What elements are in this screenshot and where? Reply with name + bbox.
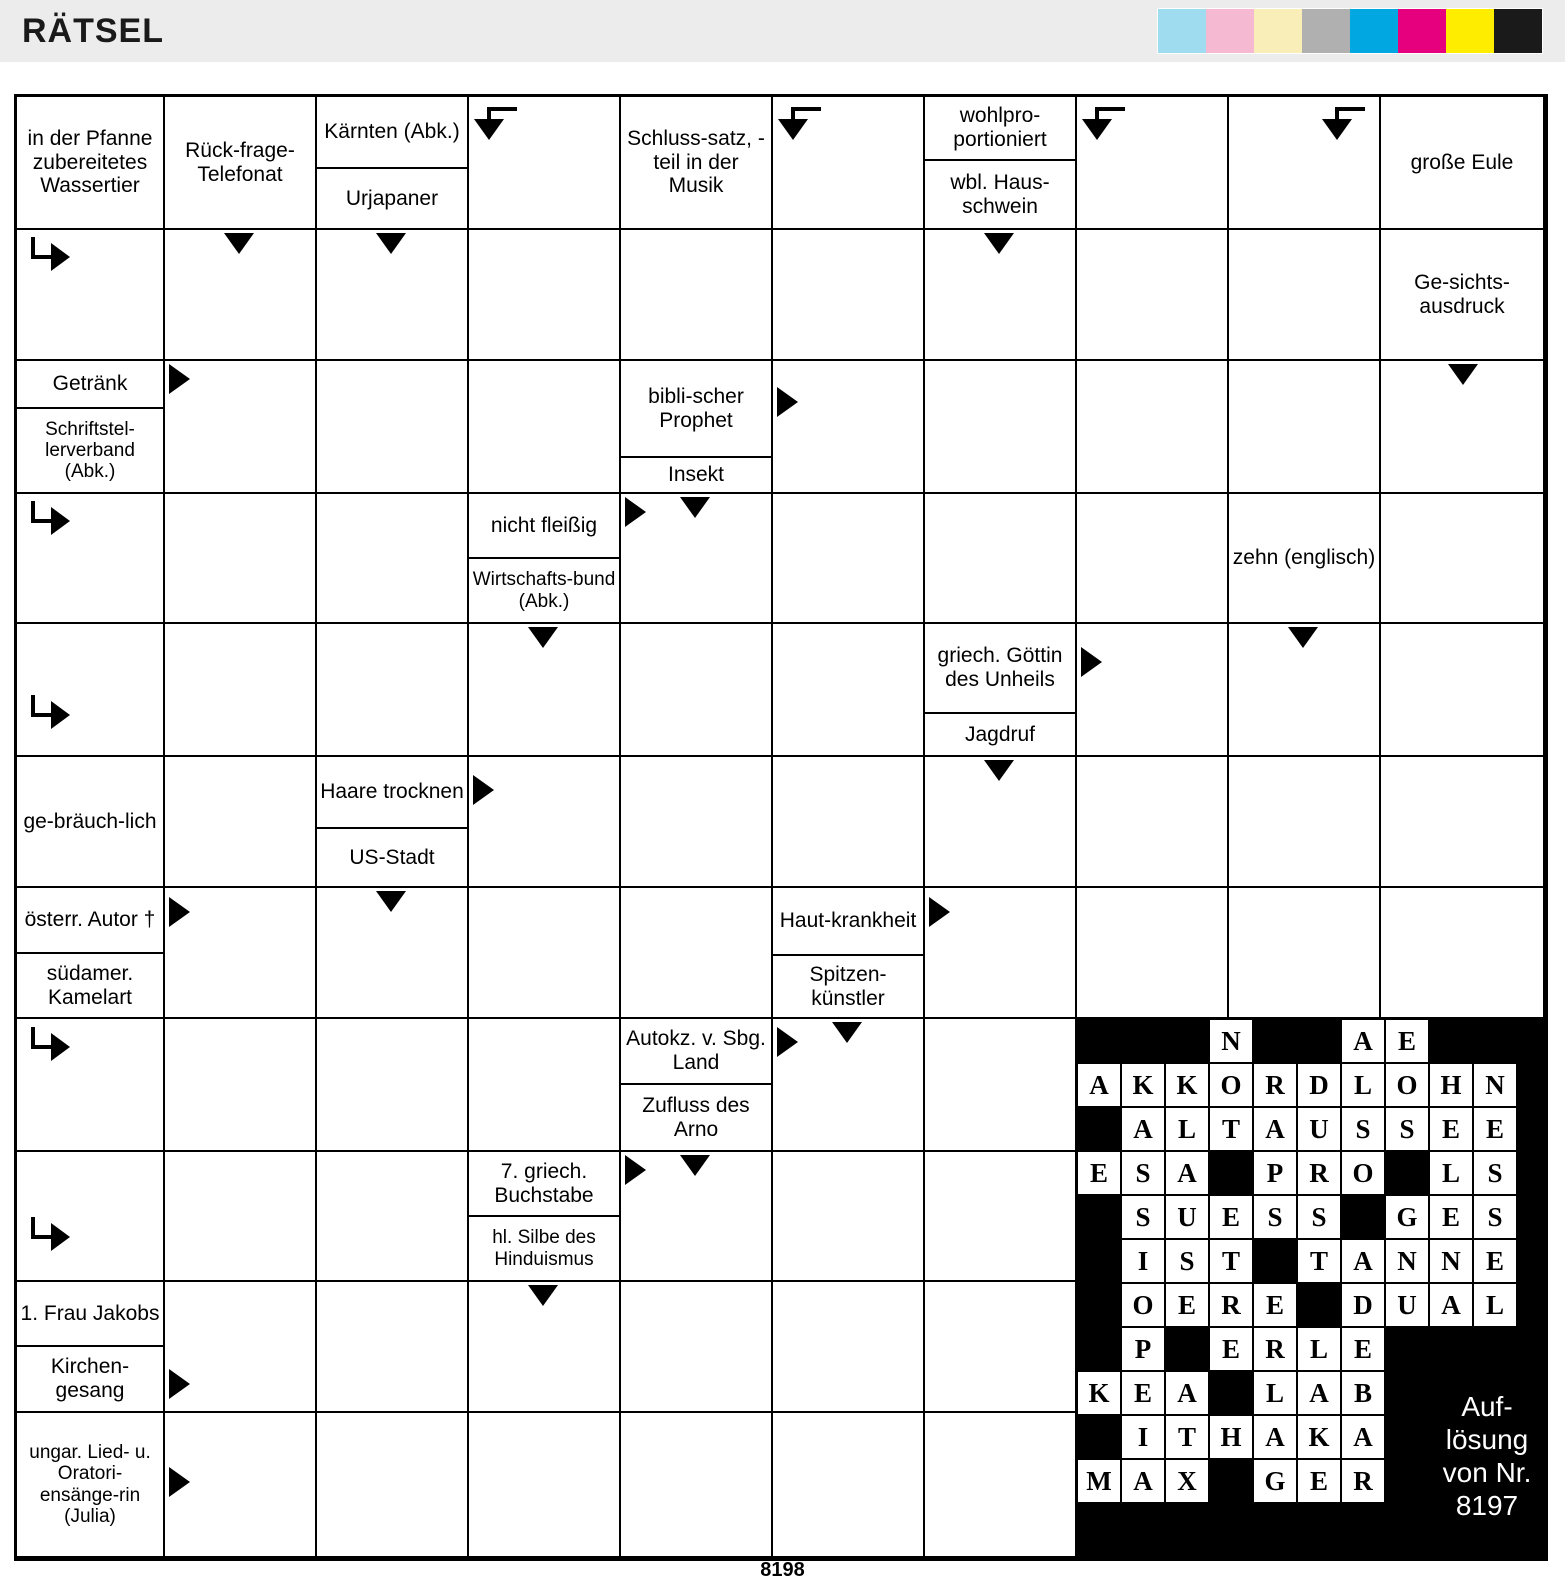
arrow-down-icon [1288,627,1318,648]
letter-cell[interactable] [925,1019,1077,1152]
color-swatch [1350,9,1398,53]
arrow-right-icon [169,1467,190,1497]
letter-cell[interactable] [621,1282,773,1413]
solution-cell: T [1165,1415,1209,1459]
letter-cell[interactable] [773,757,925,888]
solution-cell: L [1253,1371,1297,1415]
letter-cell[interactable] [621,757,773,888]
clue-cell: Schriftstel-lerverband (Abk.) [17,409,165,494]
solution-cell: S [1253,1195,1297,1239]
clue-cell: nicht fleißig [469,494,621,559]
solution-cell: K [1077,1371,1121,1415]
color-swatch [1206,9,1254,53]
clue-cell: Schluss-satz, -teil in der Musik [621,97,773,230]
letter-cell[interactable] [1077,624,1229,757]
letter-cell[interactable] [1381,494,1545,624]
solution-cell: A [1341,1239,1385,1283]
arrow-right-icon [31,501,71,535]
solution-cell [1253,1019,1297,1063]
letter-cell[interactable] [925,361,1077,494]
solution-cell [1385,1459,1429,1503]
color-swatch [1302,9,1350,53]
solution-cell: S [1121,1151,1165,1195]
solution-cell [1077,1019,1121,1063]
arrow-down-icon [1335,107,1369,145]
letter-cell[interactable] [1229,757,1381,888]
solution-cell: S [1165,1239,1209,1283]
clue-cell: zehn (englisch) [1229,494,1381,624]
clue-cell: wbl. Haus-schwein [925,161,1077,230]
solution-cell: N [1473,1063,1517,1107]
solution-caption [1429,1371,1545,1541]
letter-cell[interactable] [165,494,317,624]
solution-cell [1077,1195,1121,1239]
solution-caption-line: von Nr. [1442,1457,1532,1488]
solution-cell [1297,1019,1341,1063]
solution-cell: G [1253,1459,1297,1503]
letter-cell[interactable] [773,1152,925,1282]
solution-cell: S [1385,1107,1429,1151]
arrow-right-icon [169,897,190,927]
solution-cell: L [1297,1327,1341,1371]
letter-cell[interactable] [165,757,317,888]
solution-cell: T [1297,1239,1341,1283]
solution-cell: E [1165,1283,1209,1327]
clue-cell: Zufluss des Arno [621,1085,773,1152]
solution-cell: T [1209,1239,1253,1283]
arrow-right-icon [31,237,71,271]
arrow-down-icon [984,233,1014,254]
clue-cell: Urjapaner [317,169,469,230]
solution-cell: E [1209,1195,1253,1239]
solution-cell: L [1341,1063,1385,1107]
solution-cell: U [1165,1195,1209,1239]
solution-cell: O [1121,1283,1165,1327]
letter-cell[interactable] [1077,361,1229,494]
arrow-down-icon [791,107,825,145]
solution-cell: N [1429,1239,1473,1283]
color-swatch [1158,9,1206,53]
solution-cell: A [1253,1415,1297,1459]
solution-cell: A [1297,1371,1341,1415]
letter-cell[interactable] [1229,230,1381,361]
solution-cell: P [1253,1151,1297,1195]
solution-cell [1077,1239,1121,1283]
solution-cell: X [1165,1459,1209,1503]
solution-cell: D [1341,1283,1385,1327]
solution-cell [1077,1327,1121,1371]
print-color-bar [1157,8,1543,54]
clue-cell: Haare trocknen [317,757,469,829]
color-swatch [1494,9,1542,53]
solution-cell: S [1473,1195,1517,1239]
solution-cell: N [1209,1019,1253,1063]
letter-cell[interactable] [773,1282,925,1413]
arrow-down-icon [224,233,254,254]
solution-cell: R [1341,1459,1385,1503]
solution-cell: S [1473,1151,1517,1195]
clue-cell: Jagdruf [925,714,1077,757]
solution-cell: R [1253,1063,1297,1107]
arrow-right-icon [777,387,798,417]
letter-cell[interactable] [1077,494,1229,624]
letter-cell[interactable] [925,1152,1077,1282]
solution-caption-line: Auf- [1461,1390,1513,1422]
clue-cell: 1. Frau Jakobs [17,1282,165,1347]
arrow-down-icon [832,1022,862,1043]
clue-cell: große Eule [1381,97,1545,230]
letter-cell[interactable] [1381,888,1545,1019]
arrow-down-icon [1448,364,1478,385]
solution-cell: E [1385,1019,1429,1063]
solution-cell: B [1341,1371,1385,1415]
solution-cell: E [1429,1195,1473,1239]
solution-cell: E [1429,1107,1473,1151]
solution-cell: O [1341,1151,1385,1195]
solution-cell: K [1297,1415,1341,1459]
solution-cell: A [1253,1107,1297,1151]
solution-cell [1253,1239,1297,1283]
letter-cell[interactable] [925,1282,1077,1413]
solution-cell: S [1297,1195,1341,1239]
solution-cell: T [1209,1107,1253,1151]
letter-cell[interactable] [165,624,317,757]
clue-cell: bibli-scher Prophet [621,361,773,458]
solution-cell: E [1121,1371,1165,1415]
letter-cell[interactable] [773,1413,925,1558]
solution-cell: R [1253,1327,1297,1371]
clue-cell: Autokz. v. Sbg. Land [621,1019,773,1085]
letter-cell[interactable] [165,1019,317,1152]
solution-cell: E [1341,1327,1385,1371]
solution-cell: D [1297,1063,1341,1107]
arrow-right-icon [625,497,646,527]
solution-cell [1121,1019,1165,1063]
solution-cell [1165,1019,1209,1063]
clue-cell: in der Pfanne zubereitetes Wassertier [17,97,165,230]
letter-cell[interactable] [469,1019,621,1152]
arrow-down-icon [528,627,558,648]
solution-cell: I [1121,1415,1165,1459]
clue-cell: Spitzen-künstler [773,956,925,1019]
solution-cell: L [1429,1151,1473,1195]
arrow-down-icon [376,233,406,254]
arrow-down-icon [680,497,710,518]
arrow-right-icon [31,1217,71,1251]
solution-cell: I [1121,1239,1165,1283]
arrow-right-icon [31,1027,71,1061]
clue-cell: griech. Göttin des Unheils [925,624,1077,714]
clue-cell: hl. Silbe des Hinduismus [469,1217,621,1282]
solution-cell [1077,1107,1121,1151]
arrow-right-icon [777,1027,798,1057]
letter-cell[interactable] [1229,888,1381,1019]
solution-cell: R [1297,1151,1341,1195]
letter-cell[interactable] [1077,757,1229,888]
solution-cell: A [1341,1415,1385,1459]
letter-cell[interactable] [925,1413,1077,1558]
letter-cell[interactable] [165,1152,317,1282]
clue-cell: Haut-krankheit [773,888,925,956]
letter-cell[interactable] [469,230,621,361]
letter-cell[interactable] [621,230,773,361]
solution-cell [1385,1371,1429,1415]
solution-cell [1385,1151,1429,1195]
letter-cell[interactable] [317,1152,469,1282]
solution-block [1077,1019,1545,1558]
letter-cell[interactable] [317,1413,469,1558]
arrow-down-icon [680,1155,710,1176]
solution-cell: L [1473,1283,1517,1327]
arrow-down-icon [487,107,521,145]
solution-cell: A [1121,1459,1165,1503]
solution-cell: E [1297,1459,1341,1503]
solution-cell [1385,1327,1429,1371]
letter-cell[interactable] [317,361,469,494]
solution-cell [1077,1415,1121,1459]
solution-cell [1077,1283,1121,1327]
clue-cell: Wirtschafts-bund (Abk.) [469,559,621,624]
letter-cell[interactable] [469,1413,621,1558]
solution-cell: U [1297,1107,1341,1151]
solution-cell: E [1473,1107,1517,1151]
arrow-right-icon [625,1155,646,1185]
clue-cell: Kirchen-gesang [17,1347,165,1413]
solution-cell: S [1121,1195,1165,1239]
solution-cell: O [1385,1063,1429,1107]
arrow-right-icon [1081,647,1102,677]
solution-cell: R [1209,1283,1253,1327]
solution-cell [1385,1415,1429,1459]
page-title: RÄTSEL [22,12,164,50]
color-swatch [1398,9,1446,53]
solution-cell: O [1209,1063,1253,1107]
arrow-down-icon [1095,107,1129,145]
issue-number: 8198 [760,1559,805,1581]
solution-cell: U [1385,1283,1429,1327]
solution-cell [1473,1019,1517,1063]
solution-cell: A [1077,1063,1121,1107]
solution-cell: A [1121,1107,1165,1151]
solution-cell: H [1429,1063,1473,1107]
solution-cell: A [1165,1371,1209,1415]
arrow-right-icon [169,1369,190,1399]
clue-cell: 7. griech. Buchstabe [469,1152,621,1217]
solution-cell: P [1121,1327,1165,1371]
page-header [0,0,1565,62]
solution-cell: H [1209,1415,1253,1459]
crossword-grid[interactable] [14,94,1548,1561]
letter-cell[interactable] [317,494,469,624]
clue-cell: ge-bräuch-lich [17,757,165,888]
arrow-down-icon [528,1285,558,1306]
arrow-down-icon [376,891,406,912]
solution-cell: S [1341,1107,1385,1151]
solution-cell: E [1209,1327,1253,1371]
clue-cell: Kärnten (Abk.) [317,97,469,169]
solution-cell: N [1385,1239,1429,1283]
solution-caption-line: lösung [1445,1423,1529,1455]
solution-cell [1297,1283,1341,1327]
letter-cell[interactable] [773,230,925,361]
clue-cell: Insekt [621,458,773,494]
solution-cell [1209,1371,1253,1415]
clue-cell: US-Stadt [317,829,469,888]
arrow-right-icon [929,897,950,927]
letter-cell[interactable] [469,361,621,494]
solution-cell: E [1473,1239,1517,1283]
arrow-down-icon [984,760,1014,781]
solution-cell [1429,1019,1473,1063]
solution-cell: L [1165,1107,1209,1151]
letter-cell[interactable] [17,624,165,757]
solution-caption-line: 8197 [1455,1490,1519,1522]
clue-cell: Getränk [17,361,165,409]
solution-cell [1209,1151,1253,1195]
solution-cell: E [1077,1151,1121,1195]
arrow-right-icon [169,364,190,394]
clue-cell: südamer. Kamelart [17,954,165,1019]
letter-cell[interactable] [621,624,773,757]
arrow-right-icon [473,775,494,805]
solution-cell [1209,1459,1253,1503]
solution-cell: A [1341,1019,1385,1063]
letter-cell[interactable] [621,1413,773,1558]
clue-cell: österr. Autor † [17,888,165,954]
color-swatch [1446,9,1494,53]
solution-cell [1165,1327,1209,1371]
letter-cell[interactable] [317,1019,469,1152]
solution-cell: K [1121,1063,1165,1107]
clue-cell: ungar. Lied- u. Oratori-ensänge-rin (Julia) [17,1413,165,1558]
solution-cell: E [1253,1283,1297,1327]
letter-cell[interactable] [1229,361,1381,494]
letter-cell[interactable] [773,361,925,494]
clue-cell: wohlpro-portioniert [925,97,1077,161]
arrow-right-icon [31,695,71,729]
letter-cell[interactable] [773,624,925,757]
clue-cell: Rück-frage-Telefonat [165,97,317,230]
color-swatch [1254,9,1302,53]
letter-cell[interactable] [1077,230,1229,361]
solution-cell: M [1077,1459,1121,1503]
letter-cell[interactable] [925,494,1077,624]
solution-cell: A [1429,1283,1473,1327]
letter-cell[interactable] [773,494,925,624]
letter-cell[interactable] [1077,888,1229,1019]
solution-cell [1341,1195,1385,1239]
clue-cell: Ge-sichts-ausdruck [1381,230,1545,361]
letter-cell[interactable] [1381,757,1545,888]
letter-cell[interactable] [317,624,469,757]
solution-cell: A [1165,1151,1209,1195]
letter-cell[interactable] [621,888,773,1019]
letter-cell[interactable] [469,888,621,1019]
solution-cell: K [1165,1063,1209,1107]
letter-cell[interactable] [1381,624,1545,757]
letter-cell[interactable] [317,1282,469,1413]
solution-cell: G [1385,1195,1429,1239]
